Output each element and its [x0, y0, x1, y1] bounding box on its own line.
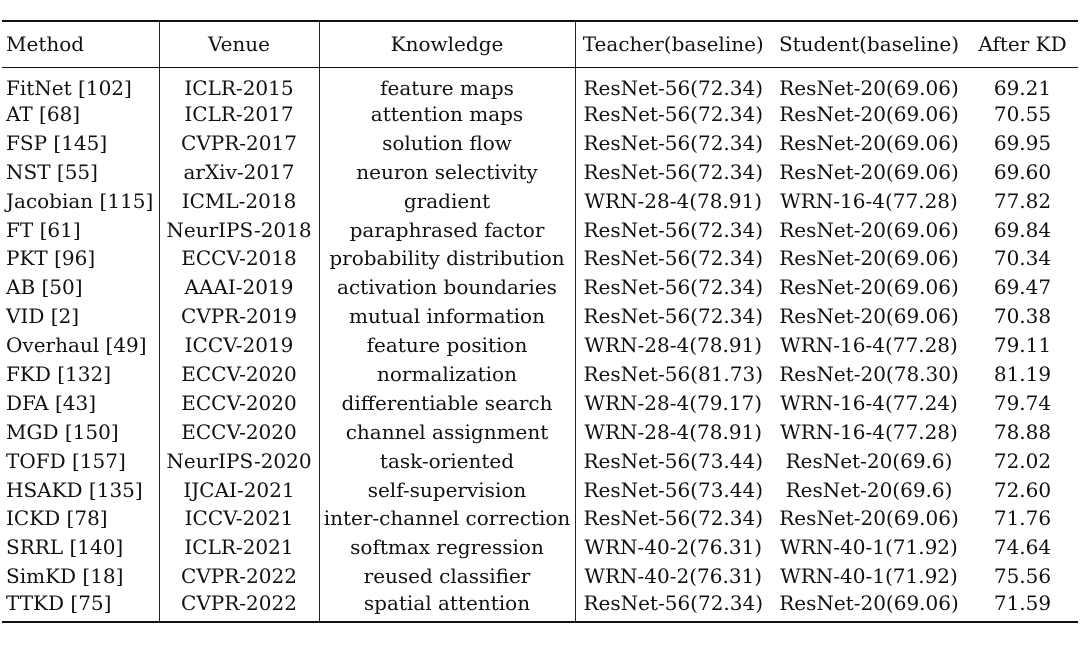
cell-student: ResNet-20(69.06) — [779, 246, 959, 271]
cell-method: AB [50] — [2, 273, 159, 302]
cell-venue: arXiv-2017 — [159, 157, 319, 186]
cell-method: TTKD [75] — [2, 591, 159, 622]
cell-teacher: WRN-28-4(79.17) — [584, 390, 763, 415]
cell-teacher: ResNet-56(72.34) — [583, 590, 764, 615]
cell-knowledge: self-supervision — [319, 475, 575, 504]
header-student: Student(baseline) — [778, 32, 960, 57]
header-row — [2, 21, 1078, 67]
table-row — [2, 360, 1078, 389]
cell-method: FKD [132] — [2, 360, 159, 389]
cell-venue: ICLR-2017 — [159, 100, 319, 129]
cell-student: ResNet-20(78.30) — [779, 361, 959, 386]
cell-student: ResNet-20(69.06) — [779, 506, 959, 531]
cell-teacher: ResNet-56(72.34) — [583, 130, 764, 155]
cell-teacher: ResNet-56(73.44) — [583, 448, 764, 473]
cell-teacher: WRN-28-4(78.91) — [584, 419, 763, 444]
cell-teacher: ResNet-56(72.34) — [583, 159, 764, 184]
cell-method: DFA [43] — [2, 388, 159, 417]
cell-knowledge: gradient — [319, 186, 575, 215]
cell-venue: ECCV-2020 — [159, 417, 319, 446]
cell-method: VID [2] — [2, 302, 159, 331]
cell-student: ResNet-20(69.06) — [779, 159, 959, 184]
header-teacher: Teacher(baseline) — [582, 32, 764, 57]
cell-method: MGD [150] — [2, 417, 159, 446]
cell-venue: ICLR-2015 — [159, 67, 319, 100]
cell-after-kd: 70.34 — [993, 246, 1052, 271]
cell-student: ResNet-20(69.6) — [785, 448, 953, 473]
cell-venue: CVPR-2017 — [159, 128, 319, 157]
cell-student: WRN-16-4(77.24) — [780, 390, 958, 415]
cell-venue: AAAI-2019 — [159, 273, 319, 302]
cell-venue: CVPR-2019 — [159, 302, 319, 331]
cell-venue: ICLR-2021 — [159, 533, 319, 562]
table-row — [2, 417, 1078, 446]
header-venue: Venue — [159, 21, 319, 67]
cell-student: ResNet-20(69.06) — [779, 304, 959, 329]
cell-student: WRN-40-1(71.92) — [780, 535, 958, 560]
cell-after-kd: 71.76 — [993, 506, 1052, 531]
cell-teacher: ResNet-56(81.73) — [583, 361, 764, 386]
cell-knowledge: feature position — [319, 331, 575, 360]
cell-knowledge: normalization — [319, 360, 575, 389]
cell-teacher: ResNet-56(73.44) — [583, 477, 764, 502]
cell-method: PKT [96] — [2, 244, 159, 273]
table-row — [2, 388, 1078, 417]
table-row — [2, 67, 1078, 100]
cell-venue: CVPR-2022 — [159, 562, 319, 591]
cell-method: HSAKD [135] — [2, 475, 159, 504]
cell-student: WRN-16-4(77.28) — [780, 419, 958, 444]
cell-after-kd: 69.21 — [993, 75, 1052, 100]
cell-knowledge: channel assignment — [319, 417, 575, 446]
cell-after-kd: 70.55 — [993, 101, 1052, 126]
cell-venue: ICCV-2021 — [159, 504, 319, 533]
header-after-kd: After KD — [978, 32, 1067, 57]
table-row — [2, 157, 1078, 186]
cell-after-kd: 69.60 — [993, 159, 1052, 184]
cell-teacher: WRN-40-2(76.31) — [584, 535, 763, 560]
table-row — [2, 533, 1078, 562]
cell-knowledge: task-oriented — [319, 446, 575, 475]
table-row — [2, 475, 1078, 504]
table-row — [2, 244, 1078, 273]
cell-teacher: WRN-28-4(78.91) — [584, 333, 763, 358]
cell-teacher: ResNet-56(72.34) — [583, 304, 764, 329]
cell-after-kd: 69.95 — [993, 130, 1052, 155]
cell-venue: ECCV-2020 — [159, 360, 319, 389]
cell-venue: NeurIPS-2020 — [159, 446, 319, 475]
cell-after-kd: 77.82 — [993, 188, 1052, 213]
cell-venue: CVPR-2022 — [159, 591, 319, 622]
cell-venue: ECCV-2018 — [159, 244, 319, 273]
cell-teacher: ResNet-56(72.34) — [583, 101, 764, 126]
cell-method: AT [68] — [2, 100, 159, 129]
cell-student: ResNet-20(69.6) — [785, 477, 953, 502]
table-body — [2, 67, 1078, 622]
table-header — [2, 21, 1078, 67]
header-method: Method — [2, 21, 159, 67]
table-row — [2, 504, 1078, 533]
table-row — [2, 446, 1078, 475]
cell-student: WRN-16-4(77.28) — [780, 333, 958, 358]
cell-after-kd: 74.64 — [993, 535, 1052, 560]
cell-teacher: ResNet-56(72.34) — [583, 275, 764, 300]
cell-student: ResNet-20(69.06) — [779, 75, 959, 100]
cell-method: FSP [145] — [2, 128, 159, 157]
cell-venue: ICML-2018 — [159, 186, 319, 215]
cell-after-kd: 72.02 — [993, 448, 1052, 473]
cell-student: ResNet-20(69.06) — [779, 101, 959, 126]
header-knowledge: Knowledge — [319, 21, 575, 67]
cell-knowledge: mutual information — [319, 302, 575, 331]
cell-after-kd: 79.11 — [993, 333, 1052, 358]
cell-knowledge: feature maps — [319, 67, 575, 100]
table-row — [2, 273, 1078, 302]
cell-student: ResNet-20(69.06) — [779, 217, 959, 242]
cell-knowledge: probability distribution — [319, 244, 575, 273]
comparison-table-container — [2, 20, 1078, 623]
cell-method: FitNet [102] — [2, 67, 159, 100]
cell-after-kd: 71.59 — [993, 590, 1052, 615]
table-row — [2, 128, 1078, 157]
cell-teacher: ResNet-56(72.34) — [583, 246, 764, 271]
cell-method: Jacobian [115] — [2, 186, 159, 215]
cell-after-kd: 70.38 — [993, 304, 1052, 329]
table-row — [2, 562, 1078, 591]
cell-method: SimKD [18] — [2, 562, 159, 591]
cell-student: WRN-40-1(71.92) — [780, 564, 958, 589]
cell-after-kd: 81.19 — [993, 361, 1052, 386]
cell-student: WRN-16-4(77.28) — [780, 188, 958, 213]
cell-knowledge: activation boundaries — [319, 273, 575, 302]
cell-teacher: WRN-40-2(76.31) — [584, 564, 763, 589]
cell-after-kd: 69.84 — [993, 217, 1052, 242]
cell-method: FT [61] — [2, 215, 159, 244]
cell-knowledge: neuron selectivity — [319, 157, 575, 186]
cell-after-kd: 72.60 — [993, 477, 1052, 502]
table-row — [2, 215, 1078, 244]
cell-teacher: ResNet-56(72.34) — [583, 217, 764, 242]
cell-venue: IJCAI-2021 — [159, 475, 319, 504]
cell-method: TOFD [157] — [2, 446, 159, 475]
cell-knowledge: reused classifier — [319, 562, 575, 591]
cell-student: ResNet-20(69.06) — [779, 275, 959, 300]
table-row — [2, 100, 1078, 129]
cell-teacher: WRN-28-4(78.91) — [584, 188, 763, 213]
table-row — [2, 302, 1078, 331]
table-row — [2, 186, 1078, 215]
table-row — [2, 331, 1078, 360]
cell-after-kd: 79.74 — [993, 390, 1052, 415]
cell-knowledge: inter-channel correction — [319, 504, 575, 533]
cell-method: ICKD [78] — [2, 504, 159, 533]
cell-student: ResNet-20(69.06) — [779, 130, 959, 155]
cell-venue: ECCV-2020 — [159, 388, 319, 417]
cell-knowledge: attention maps — [319, 100, 575, 129]
table-row — [2, 591, 1078, 622]
cell-after-kd: 75.56 — [993, 564, 1052, 589]
cell-method: NST [55] — [2, 157, 159, 186]
cell-knowledge: differentiable search — [319, 388, 575, 417]
cell-venue: NeurIPS-2018 — [159, 215, 319, 244]
cell-knowledge: paraphrased factor — [319, 215, 575, 244]
cell-venue: ICCV-2019 — [159, 331, 319, 360]
cell-student: ResNet-20(69.06) — [779, 590, 959, 615]
cell-teacher: ResNet-56(72.34) — [583, 75, 764, 100]
kd-methods-table — [2, 20, 1078, 623]
cell-after-kd: 69.47 — [993, 275, 1052, 300]
cell-knowledge: solution flow — [319, 128, 575, 157]
cell-method: SRRL [140] — [2, 533, 159, 562]
cell-knowledge: softmax regression — [319, 533, 575, 562]
cell-after-kd: 78.88 — [993, 419, 1052, 444]
cell-teacher: ResNet-56(72.34) — [583, 506, 764, 531]
cell-knowledge: spatial attention — [319, 591, 575, 622]
cell-method: Overhaul [49] — [2, 331, 159, 360]
